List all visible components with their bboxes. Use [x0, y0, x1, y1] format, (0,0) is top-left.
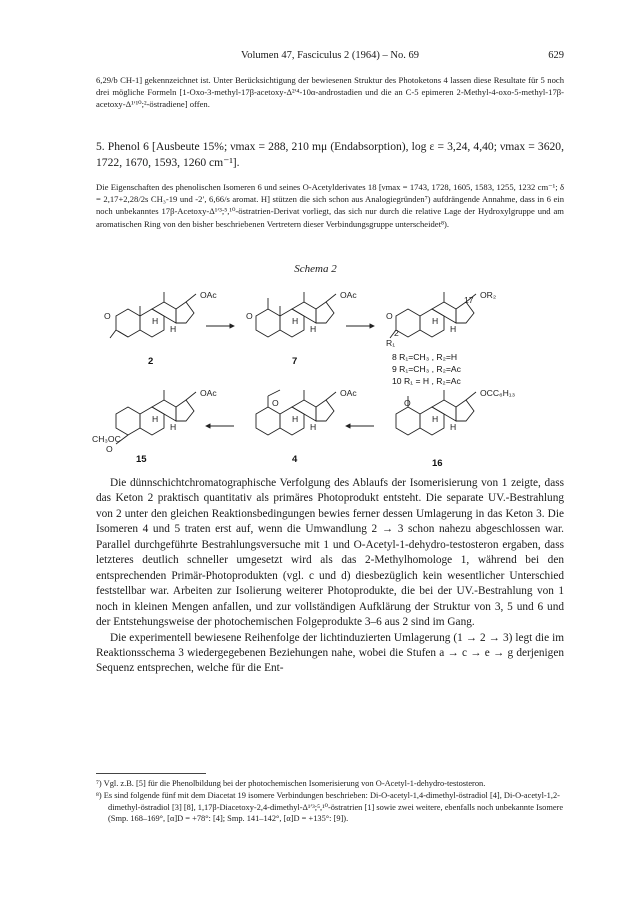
- compound-7: 7: [292, 356, 298, 367]
- label-oac-15: OAc: [200, 388, 217, 398]
- structure-2: [110, 292, 196, 338]
- key-8: 8 R₁=CH₃ , R₂=H: [392, 352, 458, 362]
- label-h-4a: H: [292, 414, 299, 424]
- footnote-7: ⁷) Vgl. z.B. [5] für die Phenolbildung bei der photochemischen Isomerisierung von O-Acetyl-1-dehydro-testosteron.: [96, 779, 486, 788]
- structure-7: [256, 292, 336, 337]
- label-o-4: O: [272, 398, 279, 408]
- compound-15: 15: [136, 454, 147, 465]
- structure-4: [256, 390, 336, 435]
- page-number: 629: [548, 50, 564, 61]
- label-h-4b: H: [310, 422, 317, 432]
- key-10: 10 R₁ = H , R₂=Ac: [392, 376, 461, 386]
- compound-4: 4: [292, 454, 298, 465]
- footnote-8: ⁸) Es sind folgende fünf mit dem Diacetat 19 isomere Verbindungen beschrieben: Di-O-acetyl-1,4-dimethyl-östradiol [4], Di-O-acetyl-1,2-dimethyl-östradiol [3] [8], 1,17β-Diacetoxy-2,4-dimethyl-Δ¹′³;⁵,¹⁰-östratrien [1] sowie zwei weitere, ebenfalls noch unbekannte Isomere (Smp. 168–169°, [α]D = +78°: [4]; Smp. 141–142°, [α]D = +135°: [9]).: [96, 790, 564, 824]
- label-c2: 2: [394, 328, 399, 338]
- label-oac-4: OAc: [340, 388, 357, 398]
- key-9: 9 R₁=CH₃ , R₂=Ac: [392, 364, 461, 374]
- intro-paragraph: [96, 74, 564, 111]
- label-c17: 17: [464, 295, 474, 305]
- label-h-8a: H: [432, 316, 439, 326]
- para-photoketon: 6,29/b CH-1] gekennzeichnet ist. Unter Berücksichtigung der bewiesenen Struktur des Photoketons 4 lassen diese Resultate für 5 noch drei mögliche Formeln [1-Oxo-3-methyl-17β-acetoxy-Δ²′⁴-10α-androstadien und die an C-5 epimeren 2-Methyl-4-oxo-5-methyl-17β-acetoxy-Δ¹′¹⁰;²-östradiene] offen.: [96, 75, 564, 110]
- label-o-8: O: [386, 311, 393, 321]
- label-h-8b: H: [450, 324, 457, 334]
- phenol-paragraph: [96, 181, 564, 230]
- footnotes: [96, 778, 564, 825]
- label-o-16: O: [404, 398, 411, 408]
- footnote-rule: [96, 773, 206, 774]
- label-oac-2: OAc: [200, 290, 217, 300]
- main-paragraph-2: Die experimentell bewiesene Reihenfolge der lichtinduzierten Umlagerung (1 → 2 → 3) legt die im Reaktionsschema 3 wiedergegebenen Beziehungen nahe, wobei die Stufen a → c → e → g derjenigen Sequenz entsprechen, welche für die Ent-: [96, 631, 564, 675]
- label-h-2a: H: [152, 316, 159, 326]
- label-o-2: O: [104, 311, 111, 321]
- main-paragraph-1: Die dünnschichtchromatographische Verfolgung des Ablaufs der Isomerisierung von 1 zeigte, dass das Keton 2 praktisch quantitativ als primäres Photoprodukt entsteht. Die separate UV.-Bestrahlung von 2 unter den gleichen Reaktionsbedingungen bewies ferner dessen Umlagerung in das Keton 3. Die Isomeren 4 und 5 traten erst auf, wenn die Umwandlung 2 → 3 schon nahezu abgeschlossen war. Parallel durchgeführte Bestrahlungsversuche mit 1 und O-Acetyl-1-dehydro-testosteron ergaben, dass letzteres deutlich schneller umgesetzt wird als das 2-Methylhomologe 1, während bei den entsprechenden Primär-Photoprodukten (vgl. c und d) diesbezüglich kein wesentlicher Unterschied feststellbar war. Arbeiten zur Isolierung weiterer Photoprodukte, die bei der UV.-Bestrahlung von 1 noch in kleinen Mengen anfallen, und zur vollständigen Aufklärung der Struktur von 3, 5 und 6 und der Entstehungsweise der photochemischen Folgeprodukte 3–6 aus 2 sind im Gang.: [96, 477, 564, 629]
- label-o-7: O: [246, 311, 253, 321]
- label-h-16b: H: [450, 422, 457, 432]
- compound-16: 16: [432, 458, 443, 469]
- section-5: [96, 139, 564, 170]
- compound-2: 2: [148, 356, 154, 367]
- label-occ6h13: OCC₆H₁₃: [480, 388, 516, 398]
- label-h-7b: H: [310, 324, 317, 334]
- label-r1: R₁: [386, 338, 396, 348]
- label-h-15a: H: [152, 414, 159, 424]
- schema-title: Schema 2: [294, 263, 337, 275]
- label-oac-7: OAc: [340, 290, 357, 300]
- label-h-7a: H: [292, 316, 299, 326]
- label-o-15: O: [106, 444, 113, 454]
- label-h-16a: H: [432, 414, 439, 424]
- main-text: [96, 476, 564, 677]
- label-h-2b: H: [170, 324, 177, 334]
- reaction-scheme: [92, 276, 564, 472]
- section-5-heading: 5. Phenol 6 [Ausbeute 15%; νmax = 288, 210 mμ (Endabsorption), log ε = 3,24, 4,40; νmax = 3620, 1722, 1670, 1593, 1260 cm⁻¹].: [96, 140, 564, 169]
- para-phenol: Die Eigenschaften des phenolischen Isomeren 6 und seines O-Acetylderivates 18 [νmax = 1743, 1728, 1605, 1583, 1255, 1232 cm⁻¹; δ = 2,17+2,28/2s CH₃-19 und -2′, 6,66/s aromat. H] stützen die sich schon aus Analogiegründen⁷) aufdrängende Annahme, dass in 6 ein noch unbekanntes 17β-Acetoxy-Δ¹′³;⁵,¹⁰-östratrien-Derivat vorliegt, das sich nur durch die relative Lage der Hydroxylgruppe und am aromatischen Ring von den bisher beschriebenen Vertretern dieser Verbindungsgruppe unterscheidet⁸).: [96, 182, 564, 229]
- label-h-15b: H: [170, 422, 177, 432]
- label-ch3oc: CH₃OC: [92, 434, 121, 444]
- structure-16: [396, 390, 476, 435]
- label-or2: OR₂: [480, 290, 497, 300]
- journal-volume: Volumen 47, Fasciculus 2 (1964) – No. 69: [240, 50, 419, 61]
